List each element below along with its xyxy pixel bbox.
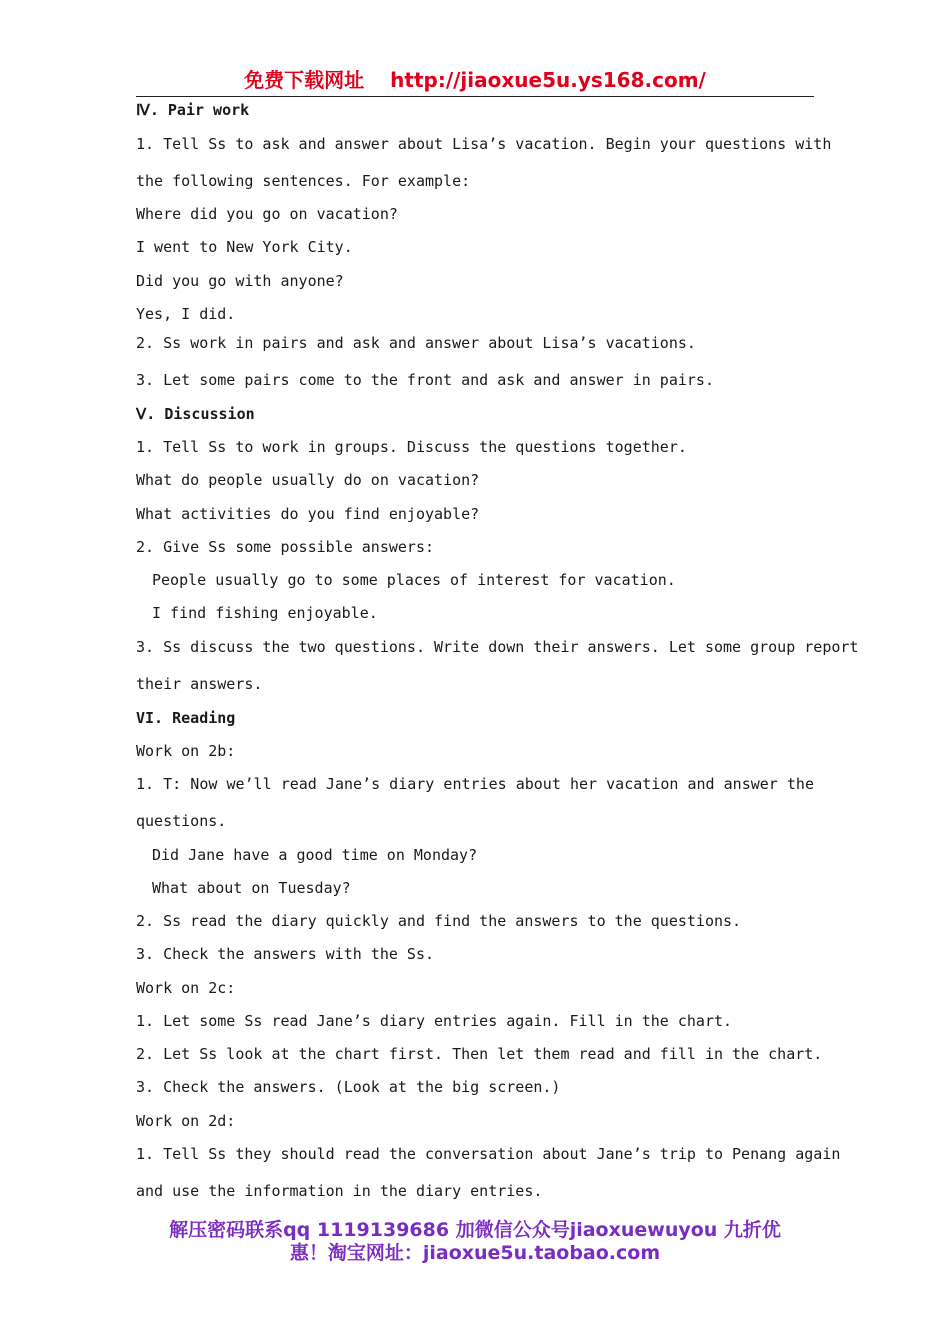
text-line: What about on Tuesday? [152, 879, 351, 897]
text-line: 1. Let some Ss read Jane’s diary entries again. Fill in the chart. [136, 1012, 733, 1030]
text-line: 1. Tell Ss they should read the conversation about Jane’s trip to Penang again [136, 1145, 841, 1163]
text-line: Yes, I did. [136, 305, 236, 323]
text-line: 2. Ss read the diary quickly and find the answers to the questions. [136, 912, 742, 930]
text-line: Did Jane have a good time on Monday? [152, 846, 478, 864]
text-line: 2. Ss work in pairs and ask and answer about Lisa’s vacations. [136, 334, 696, 352]
footer-line-1: 解压密码联系qq 1119139686 加微信公众号jiaoxuewuyou 九折优 [169, 1219, 781, 1241]
text-line: questions. [136, 812, 227, 830]
text-line: People usually go to some places of interest for vacation. [152, 571, 676, 589]
text-line: 1. Tell Ss to ask and answer about Lisa’s vacation. Begin your questions with [136, 135, 832, 153]
section-heading-reading: VI. Reading [136, 709, 236, 727]
text-line: Where did you go on vacation? [136, 205, 398, 223]
header-label: 免费下载网址 [244, 68, 365, 92]
text-line: I went to New York City. [136, 238, 353, 256]
page-header [136, 66, 814, 97]
text-line: Work on 2b: [136, 742, 236, 760]
text-line: 3. Let some pairs come to the front and ask and answer in pairs. [136, 371, 714, 389]
text-line: Work on 2c: [136, 979, 236, 997]
text-line: What do people usually do on vacation? [136, 471, 480, 489]
text-line: Did you go with anyone? [136, 272, 344, 290]
text-line: Work on 2d: [136, 1112, 236, 1130]
text-line: their answers. [136, 675, 263, 693]
header-url[interactable]: http://jiaoxue5u.ys168.com/ [390, 68, 706, 92]
text-line: What activities do you find enjoyable? [136, 505, 480, 523]
section-heading-discussion: Ⅴ. Discussion [136, 405, 255, 423]
text-line: 2. Give Ss some possible answers: [136, 538, 435, 556]
text-line: 1. T: Now we’ll read Jane’s diary entries about her vacation and answer the [136, 775, 814, 793]
text-line: 3. Check the answers with the Ss. [136, 945, 435, 963]
text-line: 2. Let Ss look at the chart first. Then let them read and fill in the chart. [136, 1045, 823, 1063]
text-line: I find fishing enjoyable. [152, 604, 378, 622]
text-line: 3. Ss discuss the two questions. Write down their answers. Let some group report [136, 638, 859, 656]
text-line: the following sentences. For example: [136, 172, 471, 190]
section-heading-pair-work: Ⅳ. Pair work [136, 101, 250, 119]
footer-line-2: 惠！淘宝网址：jiaoxue5u.taobao.com [289, 1242, 661, 1264]
text-line: 3. Check the answers. (Look at the big screen.) [136, 1078, 561, 1096]
text-line: and use the information in the diary entries. [136, 1182, 543, 1200]
text-line: 1. Tell Ss to work in groups. Discuss the questions together. [136, 438, 687, 456]
